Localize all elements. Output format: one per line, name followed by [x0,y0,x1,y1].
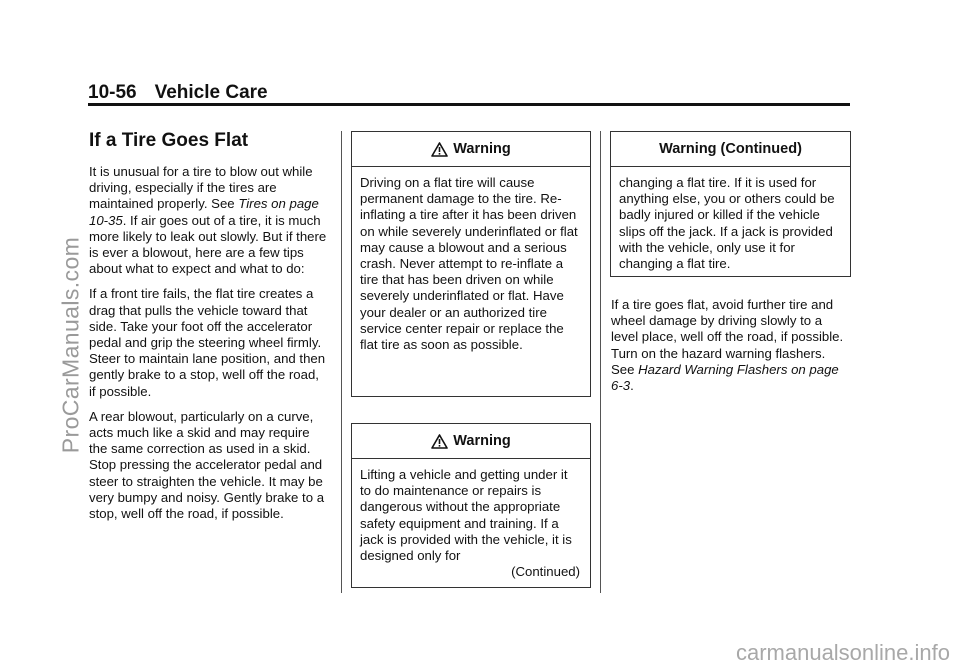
header-rule [88,103,850,106]
warning-header [352,132,590,167]
warning-triangle-icon [431,142,448,157]
warning-triangle-icon [431,434,448,449]
column-right [611,297,851,403]
cross-reference-link[interactable]: Tires on page 10-35 [89,196,319,228]
warning-header [611,132,850,167]
text-span: . [630,378,634,394]
section-heading: If a Tire Goes Flat [89,130,249,151]
column-divider [341,131,342,593]
paragraph-rear-blowout: A rear blowout, particularly on a curve, acts much like a skid and may require the same correction as used in a skid. Stop pressing the accelerator pedal and steer to straighten the vehicle. It may be very bumpy and noisy. Gently brake to a stop, well off the road, if possible. [89,408,325,522]
page-header [88,82,268,104]
paragraph-front-tire: If a front tire fails, the flat tire creates a drag that pulls the vehicle toward that side. Take your foot off the accelerator pedal and grip the steering wheel firmly. Steer to maintain lane position, and then gently brake to a stop, well off the road, if possible. [89,286,326,399]
column-divider [600,131,601,593]
warning-text: Lifting a vehicle and getting under it to do maintenance or repairs is dangerous without the appropriate safety equipment and training. If a jack is provided with the vehicle, it is designed only for [360,467,572,564]
page-number: 10-56 [88,82,137,103]
warning-body [352,459,590,588]
cross-reference-link[interactable]: Hazard Warning Flashers on page 6-3 [611,361,839,394]
side-watermark: ProCarManuals.com [57,236,84,454]
warning-box-continued [610,131,851,277]
text-span: If a tire goes flat, avoid further tire and wheel damage by driving slowly to a level place, well off the road, if possible. Turn on the hazard warning flashers. See [611,297,844,377]
warning-title: Warning (Continued) [659,141,802,157]
warning-title: Warning [453,141,511,157]
warning-title: Warning [453,433,511,449]
section-title: Vehicle Care [154,82,268,103]
warning-box-jack [351,423,591,588]
text-span: It is unusual for a tire to blow out while driving, especially if the tires are maintained properly. See [89,164,313,212]
column-left [89,130,329,531]
warning-header [352,424,590,459]
text-span: . If air goes out of a tire, it is much more likely to leak out slowly. But if there is ever a blowout, here are a few tips about what to expect and what to do: [89,212,327,277]
footer-watermark: carmanualsonline.info [735,640,950,665]
paragraph-intro [89,164,329,277]
warning-body: changing a flat tire. If it is used for anything else, you or others could be badly injured or killed if the vehicle slips off the jack. If a jack is provided with the vehicle, only use it for changing a flat tire. [619,175,835,272]
paragraph-flat-tire-action [611,297,851,394]
continued-label: (Continued) [511,564,580,580]
warning-body: Driving on a flat tire will cause permanent damage to the tire. Re-inflating a tire after it has been driven on while severely underinflated or flat may cause a blowout and a serious crash. Never attempt to re-inflate a tire that has been driven on while severely underinflated or flat. Have your dealer or an authorized tire service center repair or replace the flat tire as soon as possible. [360,175,578,353]
warning-box-flat-tire [351,131,591,397]
